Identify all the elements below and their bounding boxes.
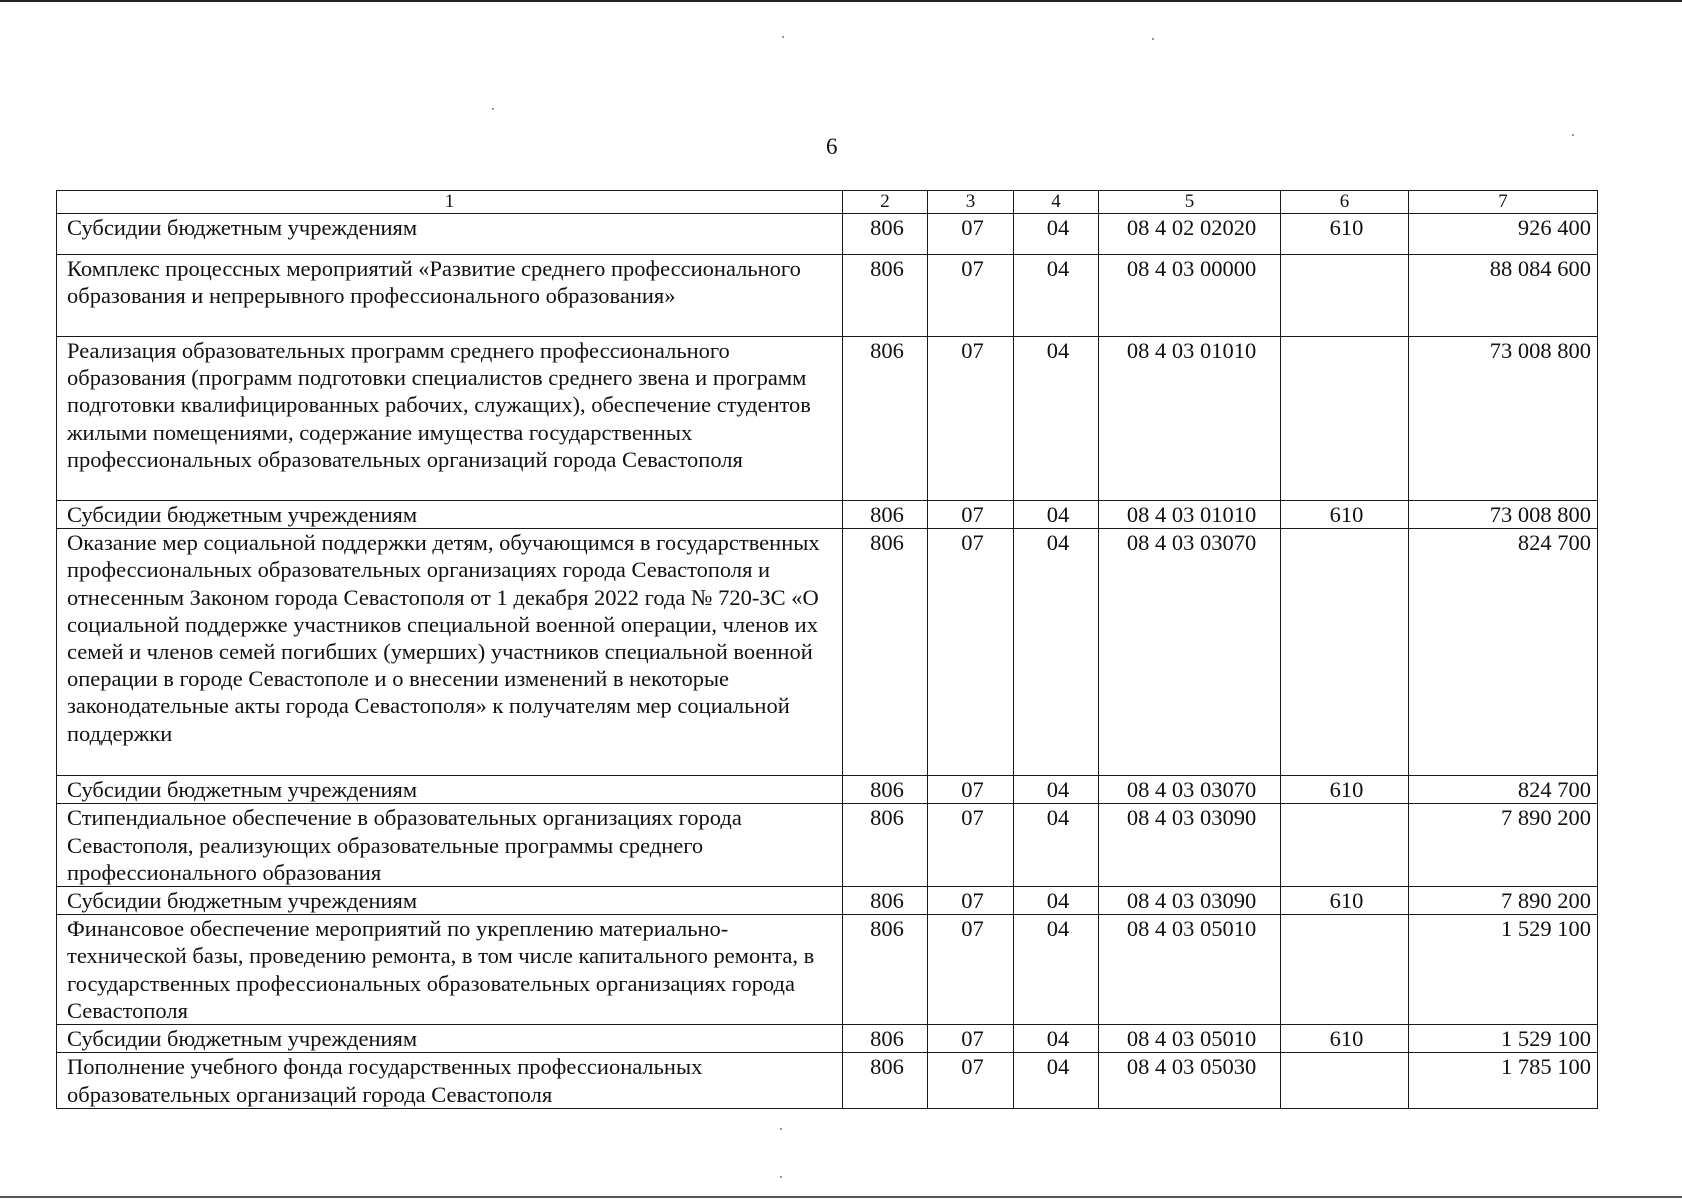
cell-subsection: 04 [1014, 1025, 1099, 1053]
cell-section: 07 [928, 214, 1014, 255]
cell-expense-type [1281, 915, 1409, 1025]
cell-chapter: 806 [843, 529, 928, 776]
cell-section: 07 [928, 501, 1014, 529]
table-row [57, 529, 1598, 776]
cell-section: 07 [928, 337, 1014, 501]
row-description: Комплекс процессных мероприятий «Развитие среднего профессионального образования и непрерывного профессионального образования» [57, 255, 843, 337]
cell-chapter: 806 [843, 214, 928, 255]
row-description: Субсидии бюджетным учреждениям [57, 214, 843, 255]
cell-section: 07 [928, 804, 1014, 887]
cell-subsection: 04 [1014, 887, 1099, 915]
row-description: Субсидии бюджетным учреждениям [57, 776, 843, 804]
cell-expense-type: 610 [1281, 501, 1409, 529]
cell-amount: 7 890 200 [1409, 887, 1598, 915]
cell-subsection: 04 [1014, 804, 1099, 887]
cell-amount: 73 008 800 [1409, 501, 1598, 529]
page-bottom-border [0, 1196, 1682, 1198]
cell-target-code: 08 4 03 05030 [1099, 1053, 1281, 1108]
column-header: 3 [928, 191, 1014, 214]
row-description: Оказание мер социальной поддержки детям, обучающимся в государственных профессиональных образовательных организациях города Севастополя и отнесенным Законом города Севастополя от 1 декабря 2022 года № 720-ЗС «О социальной поддержке участников специальной военной операции, членов их семей и членов семей погибших (умерших) участников специальной военной операции в городе Севастополе и о внесении изменений в некоторые законодательные акты города Севастополя» к получателям мер социальной поддержки [57, 529, 843, 776]
cell-subsection: 04 [1014, 255, 1099, 337]
cell-target-code: 08 4 03 03090 [1099, 804, 1281, 887]
cell-chapter: 806 [843, 915, 928, 1025]
cell-amount: 824 700 [1409, 776, 1598, 804]
table-row [57, 1025, 1598, 1053]
cell-target-code: 08 4 03 05010 [1099, 915, 1281, 1025]
row-description: Субсидии бюджетным учреждениям [57, 887, 843, 915]
cell-target-code: 08 4 03 01010 [1099, 501, 1281, 529]
cell-target-code: 08 4 03 00000 [1099, 255, 1281, 337]
cell-amount: 1 785 100 [1409, 1053, 1598, 1108]
cell-section: 07 [928, 529, 1014, 776]
row-description: Стипендиальное обеспечение в образовательных организациях города Севастополя, реализующих образовательные программы среднего профессионального образования [57, 804, 843, 887]
cell-target-code: 08 4 03 03070 [1099, 529, 1281, 776]
scan-speck [1572, 134, 1574, 136]
cell-chapter: 806 [843, 776, 928, 804]
cell-expense-type [1281, 529, 1409, 776]
budget-table [56, 190, 1598, 1109]
cell-chapter: 806 [843, 1053, 928, 1108]
table-row [57, 915, 1598, 1025]
table-row [57, 214, 1598, 255]
column-header: 6 [1281, 191, 1409, 214]
cell-subsection: 04 [1014, 501, 1099, 529]
cell-subsection: 04 [1014, 915, 1099, 1025]
cell-target-code: 08 4 03 03090 [1099, 887, 1281, 915]
scan-speck [780, 1128, 782, 1130]
cell-amount: 1 529 100 [1409, 1025, 1598, 1053]
row-description: Субсидии бюджетным учреждениям [57, 1025, 843, 1053]
cell-expense-type [1281, 337, 1409, 501]
table-row [57, 501, 1598, 529]
cell-expense-type [1281, 804, 1409, 887]
cell-expense-type: 610 [1281, 214, 1409, 255]
cell-chapter: 806 [843, 337, 928, 501]
table-row [57, 337, 1598, 501]
cell-expense-type [1281, 1053, 1409, 1108]
cell-amount: 7 890 200 [1409, 804, 1598, 887]
table-row [57, 887, 1598, 915]
page-top-border [0, 0, 1682, 2]
cell-amount: 88 084 600 [1409, 255, 1598, 337]
cell-expense-type: 610 [1281, 887, 1409, 915]
cell-target-code: 08 4 03 03070 [1099, 776, 1281, 804]
cell-subsection: 04 [1014, 776, 1099, 804]
cell-amount: 73 008 800 [1409, 337, 1598, 501]
table-row [57, 255, 1598, 337]
table-row [57, 804, 1598, 887]
header-row [57, 191, 1598, 214]
scan-speck [492, 108, 494, 110]
cell-subsection: 04 [1014, 529, 1099, 776]
cell-chapter: 806 [843, 501, 928, 529]
cell-chapter: 806 [843, 804, 928, 887]
cell-chapter: 806 [843, 255, 928, 337]
cell-chapter: 806 [843, 1025, 928, 1053]
cell-amount: 926 400 [1409, 214, 1598, 255]
cell-amount: 824 700 [1409, 529, 1598, 776]
cell-amount: 1 529 100 [1409, 915, 1598, 1025]
cell-target-code: 08 4 03 01010 [1099, 337, 1281, 501]
cell-expense-type: 610 [1281, 1025, 1409, 1053]
cell-subsection: 04 [1014, 214, 1099, 255]
cell-chapter: 806 [843, 887, 928, 915]
cell-section: 07 [928, 887, 1014, 915]
column-header: 7 [1409, 191, 1598, 214]
cell-section: 07 [928, 1025, 1014, 1053]
column-header: 4 [1014, 191, 1099, 214]
scan-speck [782, 36, 784, 38]
cell-target-code: 08 4 03 05010 [1099, 1025, 1281, 1053]
page-number: 6 [826, 134, 838, 159]
row-description: Пополнение учебного фонда государственных профессиональных образовательных организаций города Севастополя [57, 1053, 843, 1108]
column-header: 2 [843, 191, 928, 214]
cell-section: 07 [928, 1053, 1014, 1108]
cell-target-code: 08 4 02 02020 [1099, 214, 1281, 255]
cell-expense-type [1281, 255, 1409, 337]
cell-subsection: 04 [1014, 1053, 1099, 1108]
table-row [57, 1053, 1598, 1108]
row-description: Реализация образовательных программ среднего профессионального образования (программ подготовки специалистов среднего звена и программ подготовки квалифицированных рабочих, служащих), обеспечение студентов жилыми помещениями, содержание имущества государственных профессиональных образовательных организаций города Севастополя [57, 337, 843, 501]
scan-speck [1152, 38, 1154, 40]
column-header: 5 [1099, 191, 1281, 214]
cell-section: 07 [928, 776, 1014, 804]
scan-speck [780, 1176, 782, 1178]
row-description: Финансовое обеспечение мероприятий по укреплению материально-технической базы, проведению ремонта, в том числе капитального ремонта, в государственных профессиональных образовательных организациях города Севастополя [57, 915, 843, 1025]
cell-section: 07 [928, 915, 1014, 1025]
row-description: Субсидии бюджетным учреждениям [57, 501, 843, 529]
cell-subsection: 04 [1014, 337, 1099, 501]
table-row [57, 776, 1598, 804]
column-header: 1 [57, 191, 843, 214]
cell-expense-type: 610 [1281, 776, 1409, 804]
cell-section: 07 [928, 255, 1014, 337]
